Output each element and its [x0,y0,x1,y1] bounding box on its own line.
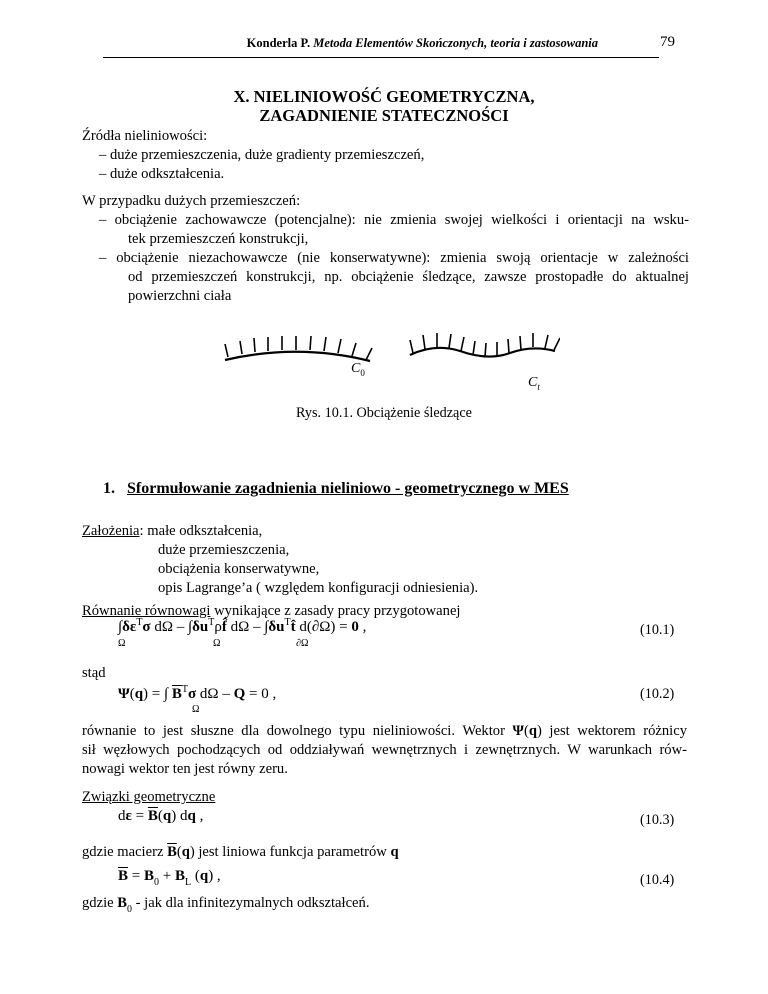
sources-item: – duże przemieszczenia, duże gradienty przemieszczeń, [99,147,425,163]
running-header [0,36,598,51]
assumption-item: opis Lagrange’a ( względem konfiguracji odniesienia). [158,580,479,596]
figure-caption: Rys. 10.1. Obciążenie śledzące [296,405,472,421]
sources-item: – duże odkształcenia. [99,166,225,182]
section-heading [103,480,569,498]
equation-10-1: $\int\delta\varepsilon^T\sigma$ dΩ – $\int\delta u^T\rho f̂$ dΩ – $\int\delta u^Tt̂$ d(∂Ω) = 0 , [118,617,367,635]
where-matrix-line: gdzie macierz $\overline{B}(q)$ jest liniowa funkcja parametrów q [82,844,399,860]
after-eq2-line1: równanie to jest słuszne dla dowolnego typu nieliniowości. Wektor Ψ(q) jest wektorem różnicy [82,723,687,739]
header-rule [103,57,659,58]
assumption-item: obciążenia konserwatywne, [158,561,320,577]
large-disp-heading: W przypadku dużych przemieszczeń: [82,193,301,209]
equation-10-2: Ψ(q) = ∫ $\overline{B}^T\sigma$ dΩ – Q = 0 , [118,684,277,702]
header-book-title: Metoda Elementów Skończonych, teoria i zastosowania [313,36,598,50]
equation-number: (10.2) [640,686,675,702]
large-disp-item1-line2: tek przemieszczeń konstrukcji, [128,231,309,247]
eq2-limit: Ω [192,704,200,715]
large-disp-item2-line2: od przemieszczeń konstrukcji, np. obciążenie śledzące, zawsze prostopadłe do aktualnej [128,269,689,285]
assumption-item: : małe odkształcenia, [139,523,263,539]
equilibrium-label: Równanie równowagi [82,603,211,619]
chapter-title-line1: X. NIELINIOWOŚĆ GEOMETRYCZNA, [233,87,535,106]
after-eq2-line3: nowagi wektor ten jest równy zeru. [82,761,288,777]
assumptions-first-line [82,523,262,540]
hence-word: stąd [82,665,106,681]
equation-10-4: $\overline{B} = B_0 + B_L$ (q) , [118,868,221,888]
load-ticks-ct [410,333,560,357]
chapter-title-line2: ZAGADNIENIE STATECZNOŚCI [259,106,509,125]
geometric-label: Związki geometryczne [82,789,216,805]
equation-number: (10.4) [640,872,675,888]
sources-heading: Źródła nieliniowości: [82,128,208,144]
page-number: 79 [660,34,675,50]
header-author: Konderla P. [246,36,311,50]
curve-c0 [225,352,370,361]
equation-number: (10.3) [640,812,675,828]
after-eq2-line2: sił węzłowych pochodzących od oddziaływań wewnętrznych i zewnętrznych. W warunkach rów- [82,742,687,758]
equilibrium-rest: wynikające z zasady pracy przygotowanej [210,603,461,619]
follower-load-figure [220,325,560,400]
large-disp-item2-line1: – obciążenie niezachowawcze (nie konserwatywne): zmienia swoją orientacje w zależności [99,250,689,266]
label-c0: $C_0$ [351,361,365,378]
eq1-limit-2: Ω [213,638,221,649]
label-ct: $C_t$ [528,375,540,392]
large-disp-item1-line1: – obciążenie zachowawcze (potencjalne): nie zmienia swojej wielkości i orientacji na wsku- [99,212,689,228]
where-b0-line: gdzie $B_0$ - jak dla infinitezymalnych odkształceń. [82,895,370,915]
eq1-limit-1: Ω [118,638,126,649]
assumptions-label: Założenia [82,523,140,539]
equation-10-3: $d\varepsilon = \overline{B}(q)$ dq , [118,808,204,824]
section-number: 1. [103,480,115,497]
curve-ct [410,348,555,357]
equation-number: (10.1) [640,622,675,638]
large-disp-item2-line3: powierzchni ciała [128,288,232,304]
section-title: Sformułowanie zagadnienia nieliniowo - geometrycznego w MES [127,480,569,497]
assumption-item: duże przemieszczenia, [158,542,290,558]
eq1-limit-3: ∂Ω [296,638,309,649]
